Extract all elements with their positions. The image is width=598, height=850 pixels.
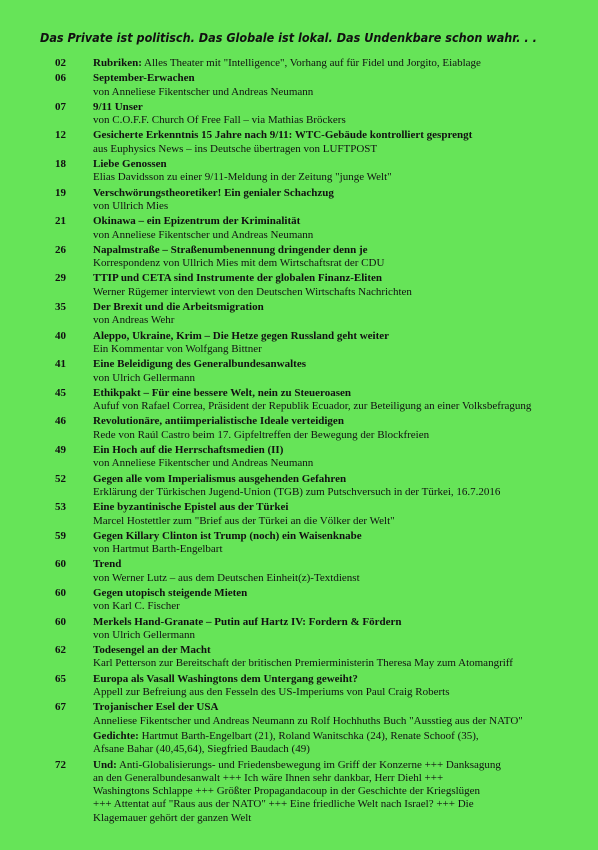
toc-entry xyxy=(55,129,585,156)
page-number: 12 xyxy=(55,129,66,142)
und-line-2: an den Generalbundesanwalt +++ Ich wäre Ihnen sehr dankbar, Herr Diehl +++ xyxy=(93,771,444,784)
article-byline: Erklärung der Türkischen Jugend-Union (TGB) zum Putschversuch in der Türkei, 16.7.2016 xyxy=(93,485,501,498)
article-title: TTIP und CETA sind Instrumente der globalen Finanz-Eliten xyxy=(93,272,383,285)
toc-entries xyxy=(55,72,585,730)
page-number: 60 xyxy=(55,615,66,628)
article-byline: Aufuf von Rafael Correa, Präsident der Republik Ecuador, zur Beteiligung an einer Volksbefragung xyxy=(93,400,532,413)
page-header: Das Private ist politisch. Das Globale ist lokal. Das Undenkbare schon wahr. . . xyxy=(40,31,537,45)
toc-entry xyxy=(55,501,585,528)
page-number: 02 xyxy=(55,57,66,69)
page-number: 41 xyxy=(55,358,66,371)
und-text: Anti-Globalisierungs- und Friedensbewegung im Griff der Konzerne +++ Danksagung xyxy=(116,758,501,771)
page-number: 59 xyxy=(55,529,66,542)
article-title: 9/11 Unser xyxy=(93,100,143,113)
rubriken-text: Alles Theater mit "Intelligence", Vorhang auf für Fidel und Jorgito, Eiablage xyxy=(141,57,481,69)
page-number: 07 xyxy=(55,100,66,113)
article-title: Aleppo, Ukraine, Krim – Die Hetze gegen Russland geht weiter xyxy=(93,329,390,342)
article-title: Trend xyxy=(93,558,122,571)
toc-entry xyxy=(55,558,585,585)
page-number: 21 xyxy=(55,215,66,228)
article-byline: von Ulrich Gellermann xyxy=(93,628,196,641)
article-title: Gegen Killary Clinton ist Trump (noch) ein Waisenknabe xyxy=(93,529,362,542)
toc-entry xyxy=(55,158,585,185)
page-number: 67 xyxy=(55,701,66,714)
article-byline: Korrespondenz von Ullrich Mies mit dem Wirtschaftsrat der CDU xyxy=(93,257,385,270)
article-byline: von Anneliese Fikentscher und Andreas Neumann xyxy=(93,85,314,98)
gedichte-line-2: Afsane Bahar (40,45,64), Siegfried Baudach (49) xyxy=(93,743,310,756)
toc-entry xyxy=(55,616,585,643)
toc-entry xyxy=(55,415,585,442)
article-byline: von Anneliese Fikentscher und Andreas Neumann xyxy=(93,457,314,470)
page-number: 65 xyxy=(55,672,66,685)
article-title: Europa als Vasall Washingtons dem Untergang geweiht? xyxy=(93,672,358,685)
page-number: 35 xyxy=(55,301,66,314)
toc-entry xyxy=(55,387,585,414)
toc-entry xyxy=(55,215,585,242)
page-number: 29 xyxy=(55,272,66,285)
article-byline: Anneliese Fikentscher und Andreas Neumann zu Rolf Hochhuths Buch "Ausstieg aus der NATO" xyxy=(93,714,523,727)
und-line-5: Klagemauer gehört der ganzen Welt xyxy=(93,811,252,824)
article-byline: von Ulrich Gellermann xyxy=(93,371,196,384)
article-title: Gegen utopisch steigende Mieten xyxy=(93,586,248,599)
toc-entry xyxy=(55,301,585,328)
toc-entry xyxy=(55,530,585,557)
article-title: Todesengel an der Macht xyxy=(93,644,211,657)
page-number: 62 xyxy=(55,644,66,657)
article-title: Verschwörungstheoretiker! Ein genialer Schachzug xyxy=(93,186,334,199)
toc-entry xyxy=(55,473,585,500)
toc-entry xyxy=(55,644,585,671)
article-title: Der Brexit und die Arbeitsmigration xyxy=(93,301,264,314)
toc-entry xyxy=(55,444,585,471)
page-number: 60 xyxy=(55,558,66,571)
toc-entry xyxy=(55,187,585,214)
toc-entry xyxy=(55,72,585,99)
article-title: Merkels Hand-Granate – Putin auf Hartz IV: Fordern & Fördern xyxy=(93,615,402,628)
article-byline: Karl Petterson zur Bereitschaft der britischen Premierministerin Theresa May zum Atomangriff xyxy=(93,657,513,670)
toc-entry xyxy=(55,358,585,385)
article-title: Eine Beleidigung des Generalbundesanwaltes xyxy=(93,358,307,371)
article-byline: von Ullrich Mies xyxy=(93,199,169,212)
page-number: 52 xyxy=(55,472,66,485)
und-line-4: +++ Attentat auf "Raus aus der NATO" +++ Eine friedliche Welt nach Israel? +++ Die xyxy=(93,798,474,811)
article-title: Ethikpakt – Für eine bessere Welt, nein zu Steueroasen xyxy=(93,386,352,399)
article-title: Okinawa – ein Epizentrum der Kriminalität xyxy=(93,215,301,228)
article-byline: aus Euphysics News – ins Deutsche übertragen von LUFTPOST xyxy=(93,142,378,155)
page-number: 40 xyxy=(55,329,66,342)
page-number: 53 xyxy=(55,501,66,514)
page-number: 19 xyxy=(55,186,66,199)
page-number: 45 xyxy=(55,386,66,399)
article-byline: Elias Davidsson zu einer 9/11-Meldung in der Zeitung "junge Welt" xyxy=(93,171,392,184)
article-title: Ein Hoch auf die Herrschaftsmedien (II) xyxy=(93,444,284,457)
toc-entry xyxy=(55,244,585,271)
article-title: September-Erwachen xyxy=(93,72,195,85)
article-byline: Rede von Raúl Castro beim 17. Gipfeltreffen der Bewegung der Blockfreien xyxy=(93,428,430,441)
gedichte-line-1 xyxy=(93,730,585,743)
article-byline: Appell zur Befreiung aus den Fesseln des US-Imperiums von Paul Craig Roberts xyxy=(93,686,450,699)
article-title: Liebe Genossen xyxy=(93,158,167,171)
gedichte-text: Hartmut Barth-Engelbart (21), Roland Wanitschka (24), Renate Schoof (35), xyxy=(138,729,479,742)
page-number: 60 xyxy=(55,586,66,599)
toc-entry xyxy=(55,701,585,728)
article-byline: von Anneliese Fikentscher und Andreas Neumann xyxy=(93,228,314,241)
toc-entry xyxy=(55,330,585,357)
article-byline: von Hartmut Barth-Engelbart xyxy=(93,543,223,556)
und-line-1 xyxy=(93,759,585,772)
rubriken-label: Rubriken: xyxy=(93,57,142,69)
article-byline: Marcel Hostettler zum "Brief aus der Türkei an die Völker der Welt" xyxy=(93,514,395,527)
article-title: Trojanischer Esel der USA xyxy=(93,701,219,714)
article-byline: von Andreas Wehr xyxy=(93,314,175,327)
article-byline: von C.O.F.F. Church Of Free Fall – via Mathias Bröckers xyxy=(93,114,346,127)
toc-entry-gedichte xyxy=(55,730,585,757)
und-label: Und: xyxy=(93,758,117,771)
page-number: 06 xyxy=(55,72,66,85)
table-of-contents xyxy=(55,57,585,825)
toc-entry-rubriken xyxy=(55,57,585,70)
article-byline: Werner Rügemer interviewt von den Deutschen Wirtschafts Nachrichten xyxy=(93,285,412,298)
article-byline: von Karl C. Fischer xyxy=(93,600,180,613)
rubriken-line xyxy=(93,57,585,70)
toc-entry xyxy=(55,272,585,299)
gedichte-label: Gedichte: xyxy=(93,729,139,742)
toc-entry xyxy=(55,101,585,128)
toc-entry xyxy=(55,673,585,700)
article-title: Revolutionäre, antiimperialistische Ideale verteidigen xyxy=(93,415,344,428)
article-title: Napalmstraße – Straßenumbenennung dringender denn je xyxy=(93,243,368,256)
article-title: Gegen alle vom Imperialismus ausgehenden Gefahren xyxy=(93,472,347,485)
page-number: 49 xyxy=(55,444,66,457)
toc-entry-und xyxy=(55,759,585,825)
page-number: 26 xyxy=(55,243,66,256)
article-title: Eine byzantinische Epistel aus der Türkei xyxy=(93,501,289,514)
article-byline: von Werner Lutz – aus dem Deutschen Einheit(z)-Textdienst xyxy=(93,571,360,584)
page-number: 46 xyxy=(55,415,66,428)
page-number: 72 xyxy=(55,758,66,771)
article-title: Gesicherte Erkenntnis 15 Jahre nach 9/11: WTC-Gebäude kontrolliert gesprengt xyxy=(93,129,473,142)
page-number: 18 xyxy=(55,158,66,171)
und-line-3: Washingtons Schlappe +++ Größter Propagandacoup in der Geschichte der Kriegslügen xyxy=(93,785,481,798)
article-byline: Ein Kommentar von Wolfgang Bittner xyxy=(93,342,262,355)
toc-entry xyxy=(55,587,585,614)
